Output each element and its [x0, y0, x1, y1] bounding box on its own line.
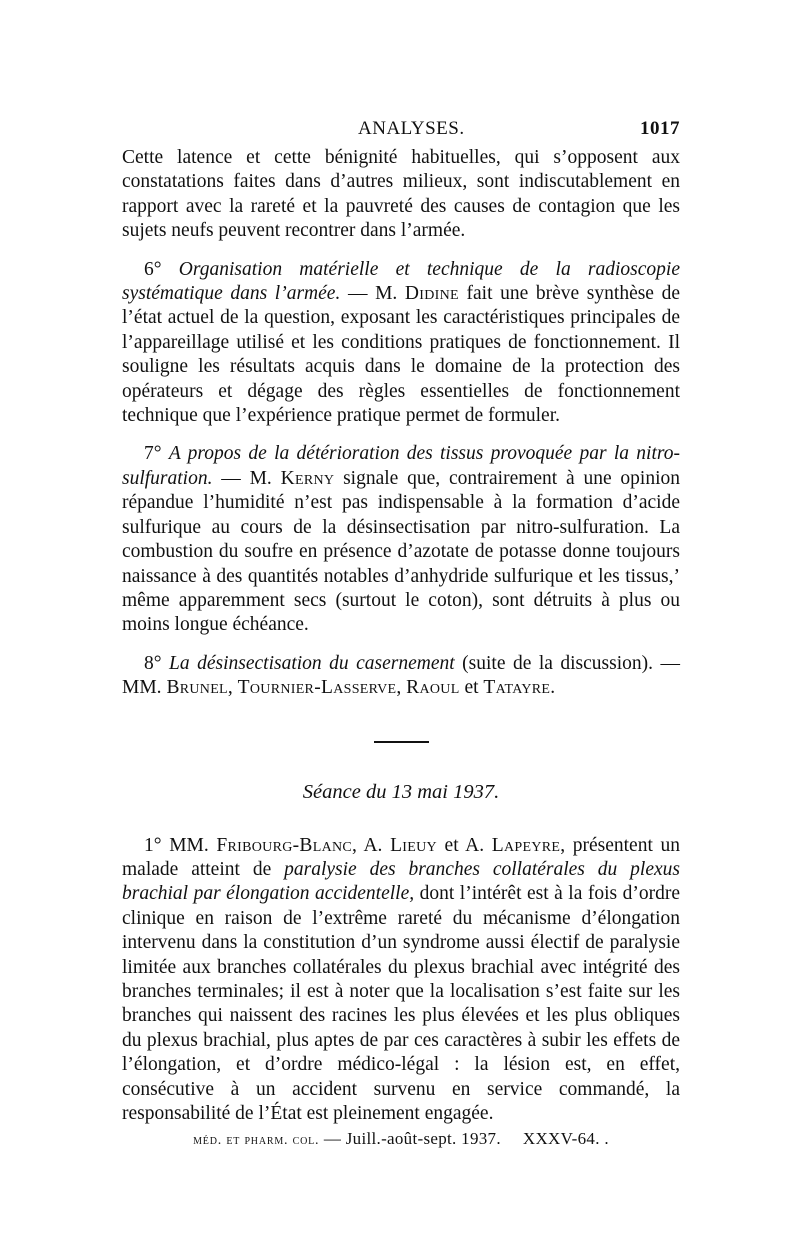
- item-body: signale que, contrairement à une opinion répandue l’humidité n’est pas indispensable à la formation d’acide sulfurique au cours de la désinsectisation par nitro-sulfuration. La combustion du soufre en présence d’azotate de potasse donne toujours naissance à des quantités notables d’anhydride sulfurique et les tissus,’ même apparemment secs (surtout le coton), sont détruits à plus ou moins longue échéance.: [122, 467, 680, 636]
- item-number: 6°: [144, 258, 162, 280]
- paragraph-text: Cette latence et cette bénignité habituelles, qui s’opposent aux constatations faites dans d’autres milieux, sont indiscutablement en rapport avec la rareté et la pauvreté des causes de contagion que les sujets neufs peuvent recontrer dans l’armée.: [122, 147, 680, 242]
- item-number: 8°: [144, 652, 162, 674]
- item-separator: et A.: [436, 834, 492, 856]
- item-body: dont l’intérêt est à la fois d’ordre clinique en raison de l’extrême rareté du mécanisme d’élongation intervenu dans la constitution d’un syndrome aussi électif de paralysie limitée aux branches collatérales du plexus brachial avec intégrité des branches terminales; il est à noter que la localisation s’est faite sur les branches qui naissent des racines les plus élevées et les plus obliques du plexus brachial, plus aptes de par ces caractères à subir les effets de l’élongation, et d’ordre médico-légal : la lésion est, en effet, consécutive à un accident survenu en service commandé, la responsabilité de l’État est pleinement engagée.: [122, 883, 680, 1124]
- paragraph-continuation: [122, 146, 680, 244]
- item-author: Lapeyre: [491, 834, 561, 856]
- item-author: Fribourg-Blanc: [216, 834, 353, 856]
- item-text: MM.: [161, 834, 217, 856]
- item-text: , présentent un malade atteint de: [122, 834, 680, 880]
- page: [122, 112, 681, 1148]
- item-title: Organisation matérielle et technique de la radioscopie systématique dans l’armée.: [122, 258, 681, 305]
- page-number: 1017: [640, 118, 680, 139]
- item-body: fait une brève synthèse de l’état actuel de la question, exposant les caractéristiques principales de l’appareillage utilisé et les conditions pratiques de fonctionnement. Il souligne les résultats acquis dans le domaine de la protection des opérateurs et dégage des règles essentielles de fonctionnement technique que l’expérience pratique permet de formuler.: [122, 283, 680, 427]
- item-text: (suite de la discussion). — MM.: [122, 652, 680, 699]
- item-number: 1°: [144, 834, 162, 856]
- item-author: Brunel: [166, 677, 228, 699]
- item-author: Didine: [404, 283, 459, 305]
- item-separator: , A.: [352, 834, 391, 856]
- item-author: Kerny: [280, 467, 335, 489]
- footer-dash: —: [319, 1129, 346, 1148]
- item-dash: — M.: [212, 467, 281, 489]
- running-title: ANALYSES.: [358, 118, 465, 139]
- item-end: .: [550, 677, 556, 699]
- item-author: Tatayre: [483, 677, 551, 699]
- item-dash: — M.: [340, 283, 405, 305]
- footer-issue: Juill.-août-sept. 1937.: [345, 1129, 501, 1148]
- item-author: Raoul: [406, 677, 460, 699]
- paragraph-item-8: [122, 652, 680, 701]
- footer-journal: méd. et pharm. col.: [193, 1133, 320, 1148]
- item-author: Lieuy: [390, 834, 437, 856]
- paragraph-item-1: [122, 834, 680, 1127]
- item-separator: et: [459, 677, 484, 699]
- item-separator: ,: [396, 677, 407, 699]
- paragraph-item-6: [122, 258, 680, 429]
- item-title: La désinsectisation du casernement: [169, 652, 455, 674]
- session-title: Séance du 13 mai 1937.: [302, 780, 500, 803]
- footer-signature: XXXV-64. .: [522, 1129, 609, 1148]
- running-head: [122, 112, 680, 146]
- section-divider: [374, 741, 429, 743]
- item-separator: ,: [227, 677, 238, 699]
- paragraph-item-7: [122, 442, 680, 637]
- page-footer: [122, 1129, 680, 1149]
- item-number: 7°: [144, 443, 162, 465]
- item-author: Tournier-Lasserve: [237, 677, 397, 699]
- item-title: paralysie des branches collatérales du plexus brachial par élongation accidentelle,: [122, 858, 680, 905]
- item-title: A propos de la détérioration des tissus provoquée par la nitro-sulfuration.: [122, 443, 680, 489]
